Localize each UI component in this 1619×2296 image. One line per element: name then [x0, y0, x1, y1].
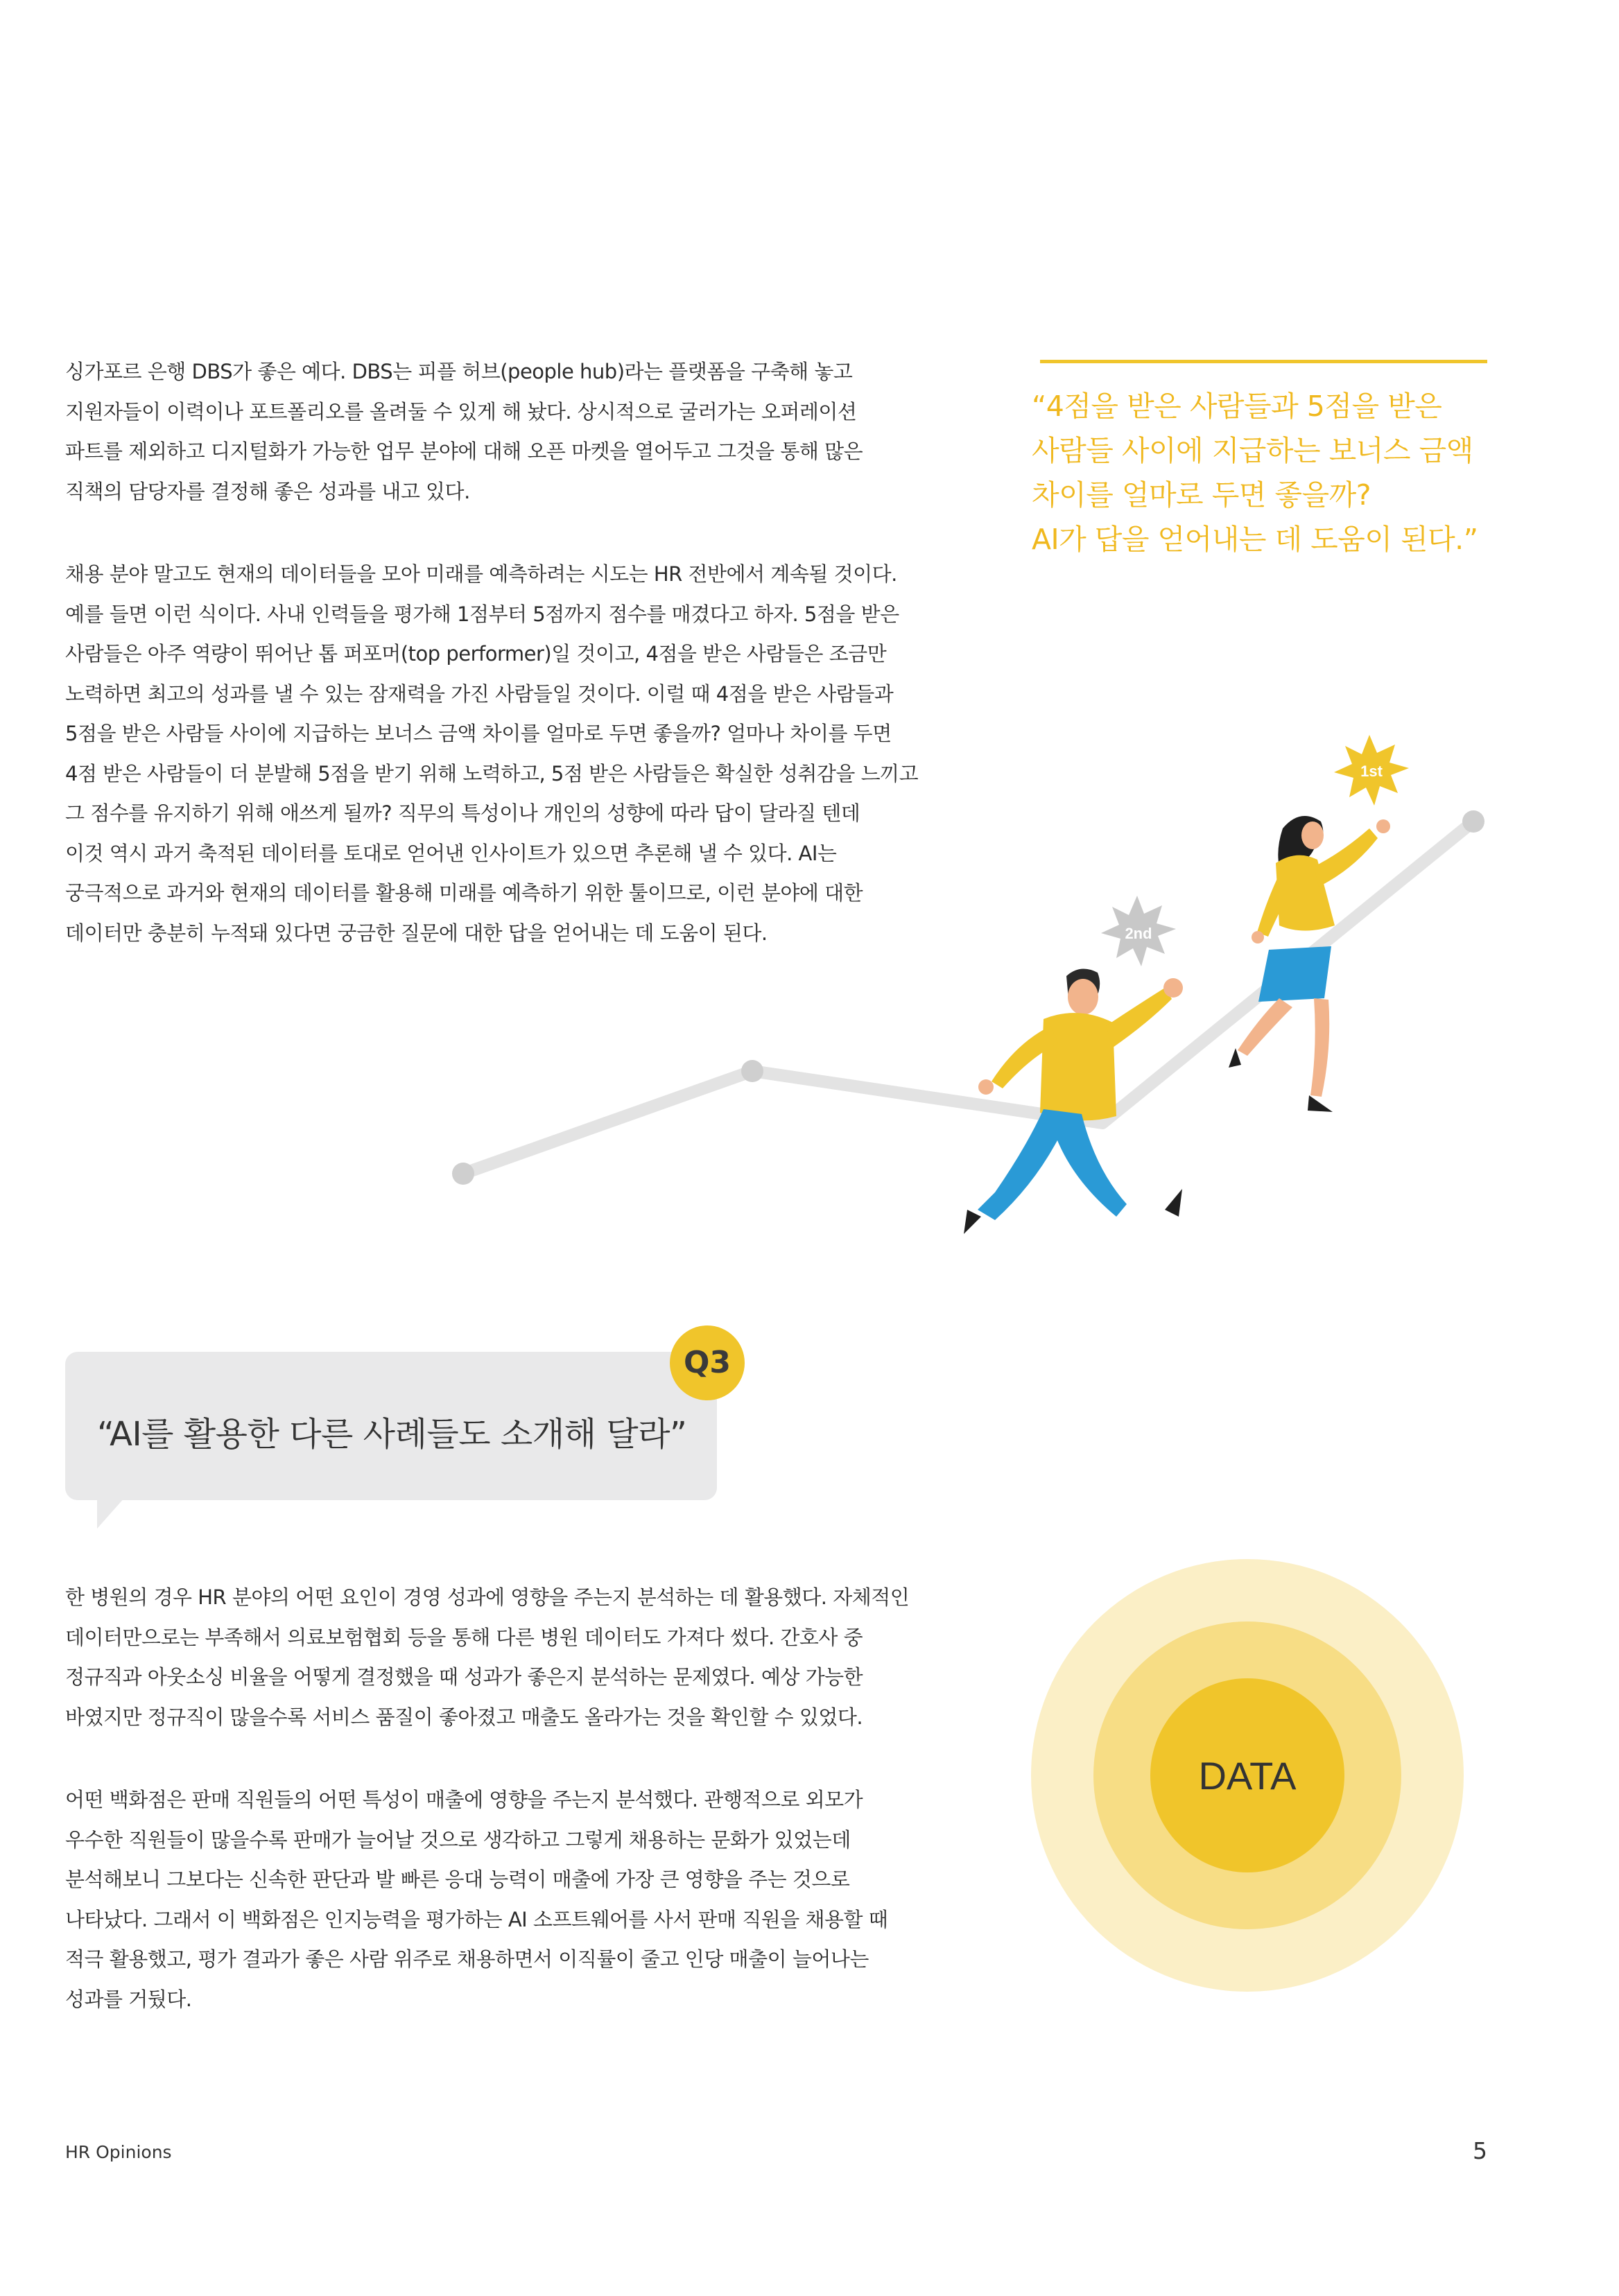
page-number: 5: [1473, 2137, 1487, 2164]
first-place-badge: [1334, 735, 1409, 806]
trend-point: [1462, 810, 1484, 833]
text-line: 적극 활용했고, 평가 결과가 좋은 사람 위주로 채용하면서 이직률이 줄고 인당 매출이 늘어나는: [65, 1947, 869, 1971]
text-line: 지원자들이 이력이나 포트폴리오를 올려둘 수 있게 해 놨다. 상시적으로 굴러가는 오퍼레이션: [65, 399, 857, 424]
text-line: 바였지만 정규직이 많을수록 서비스 품질이 좋아졌고 매출도 올라가는 것을 확인할 수 있었다.: [65, 1705, 863, 1729]
question-number-badge: Q3: [670, 1325, 745, 1400]
text-line: 데이터만 충분히 누적돼 있다면 궁금한 질문에 대한 답을 얻어내는 데 도움이 된다.: [65, 921, 768, 945]
woman-runner: [1229, 816, 1390, 1112]
pull-quote: [1032, 384, 1478, 562]
text-line: 파트를 제외하고 디지털화가 가능한 업무 분야에 대해 오픈 마켓을 열어두고 그것을 통해 많은: [65, 440, 863, 463]
text-line: 분석해보니 그보다는 신속한 판단과 발 빠른 응대 능력이 매출에 가장 큰 영향을 주는 것으로: [65, 1868, 850, 1891]
text-line: 어떤 백화점은 판매 직원들의 어떤 특성이 매출에 영향을 주는지 분석했다. 관행적으로 외모가: [65, 1788, 863, 1811]
body-paragraph-4: [65, 1780, 1008, 2019]
text-line: 이것 역시 과거 축적된 데이터를 토대로 얻어낸 인사이트가 있으면 추론해 낼 수 있다. AI는: [65, 841, 837, 865]
text-line: 우수한 직원들이 많을수록 판매가 늘어날 것으로 생각하고 그렇게 채용하는 문화가 있었는데: [65, 1827, 851, 1852]
pull-quote-rule: [1040, 360, 1487, 363]
data-circles-graphic: [1029, 1557, 1466, 1994]
text-line: 사람들은 아주 역량이 뛰어난 톱 퍼포머(top performer)일 것이고, 4점을 받은 사람들은 조금만: [65, 642, 887, 666]
text-line: 나타났다. 그래서 이 백화점은 인지능력을 평가하는 AI 소프트웨어를 사서 판매 직원을 채용할 때: [65, 1907, 888, 1931]
pull-quote-line: AI가 답을 얻어내는 데 도움이 된다.”: [1032, 523, 1478, 556]
footer-publication-name: HR Opinions: [65, 2142, 172, 2162]
text-line: 데이터만으로는 부족해서 의료보험협회 등을 통해 다른 병원 데이터도 가져다 썼다. 간호사 중: [65, 1625, 863, 1649]
text-line: 예를 들면 이런 식이다. 사내 인력들을 평가해 1점부터 5점까지 점수를 매겼다고 하자. 5점을 받은: [65, 602, 899, 626]
pull-quote-line: 사람들 사이에 지급하는 보너스 금액: [1032, 434, 1473, 467]
trend-point: [452, 1163, 474, 1185]
text-line: 그 점수를 유지하기 위해 애쓰게 될까? 직무의 특성이나 개인의 성향에 따라 답이 달라질 텐데: [65, 801, 860, 825]
text-line: 채용 분야 말고도 현재의 데이터들을 모아 미래를 예측하려는 시도는 HR 전반에서 계속될 것이다.: [65, 562, 897, 586]
body-paragraph-1: [65, 352, 1008, 512]
text-line: 한 병원의 경우 HR 분야의 어떤 요인이 경영 성과에 영향을 주는지 분석하는 데 활용했다. 자체적인: [65, 1585, 910, 1609]
second-place-badge: [1101, 896, 1176, 966]
text-line: 궁극적으로 과거와 현재의 데이터를 활용해 미래를 예측하기 위한 툴이므로, 이런 분야에 대한: [65, 881, 863, 905]
text-line: 5점을 받은 사람들 사이에 지급하는 보너스 금액 차이를 얼마로 두면 좋을까? 얼마나 차이를 두면: [65, 722, 892, 745]
body-paragraph-3: [65, 1578, 1008, 1737]
text-line: 정규직과 아웃소싱 비율을 어떻게 결정했을 때 성과가 좋은지 분석하는 문제였다. 예상 가능한: [65, 1665, 863, 1689]
question-bubble-tail: [97, 1497, 125, 1529]
pull-quote-line: “4점을 받은 사람들과 5점을 받은: [1032, 390, 1442, 423]
data-label: DATA: [1198, 1754, 1297, 1798]
trend-point: [741, 1060, 763, 1082]
text-line: 4점 받은 사람들이 더 분발해 5점을 받기 위해 노력하고, 5점 받은 사람들은 확실한 성취감을 느끼고: [65, 761, 919, 785]
question-text: “AI를 활용한 다른 사례들도 소개해 달라”: [97, 1415, 687, 1454]
second-place-label: 2nd: [1125, 925, 1152, 942]
text-line: 직책의 담당자를 결정해 좋은 성과를 내고 있다.: [65, 479, 470, 503]
text-line: 노력하면 최고의 성과를 낼 수 있는 잠재력을 가진 사람들일 것이다. 이럴 때 4점을 받은 사람들과: [65, 681, 894, 706]
pull-quote-line: 차이를 얼마로 두면 좋을까?: [1032, 478, 1371, 512]
text-line: 싱가포르 은행 DBS가 좋은 예다. DBS는 피플 허브(people hub)라는 플랫폼을 구축해 놓고: [65, 360, 853, 383]
runners-illustration: [430, 721, 1512, 1276]
first-place-label: 1st: [1360, 763, 1383, 780]
text-line: 성과를 거뒀다.: [65, 1987, 192, 2011]
